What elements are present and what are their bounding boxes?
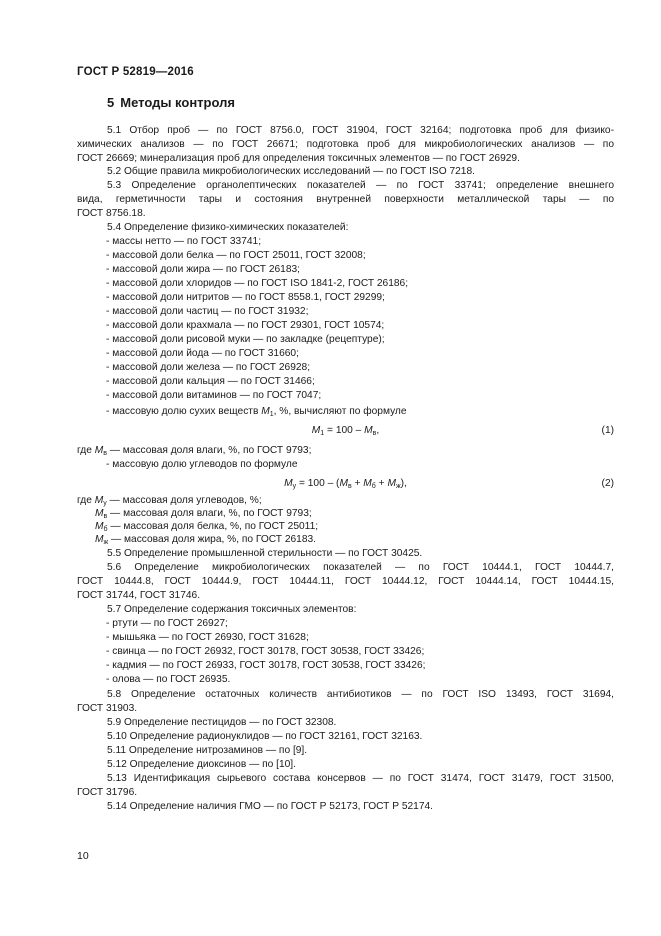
list-item-dry-matter: - массовую долю сухих веществ $M_1$, %, вычисляют по формуле — [106, 406, 407, 418]
paragraph-5-1-line-3: ГОСТ 26669; минерализация проб для определения токсичных элементов — по ГОСТ 26929. — [77, 153, 520, 164]
list-item: - массовой доли нитритов — по ГОСТ 8558.1, ГОСТ 29299; — [106, 292, 385, 303]
paragraph-5-5: 5.5 Определение промышленной стерильности — по ГОСТ 30425. — [107, 548, 423, 559]
formula-1-where: где $M_в$ — массовая доля влаги, %, по ГОСТ 9793; — [77, 445, 312, 457]
formula-1-expression: $M_1 = 100 - M_в$, — [311, 425, 380, 437]
paragraph-5-6-line-3: ГОСТ 31744, ГОСТ 31746. — [77, 590, 201, 601]
list-item: - мышьяка — по ГОСТ 26930, ГОСТ 31628; — [106, 632, 309, 643]
paragraph-5-8-line-1: 5.8 Определение остаточных количеств антибиотиков — по ГОСТ ISO 13493, ГОСТ 31694, — [107, 689, 614, 700]
formula-2-where-line-2: $M_в$ — массовая доля влаги, %, по ГОСТ 9793; — [95, 508, 312, 520]
formula-2-number: (2) — [601, 478, 614, 489]
paragraph-5-13-line-1: 5.13 Идентификация сырьевого состава консервов — по ГОСТ 31474, ГОСТ 31479, ГОСТ 31500, — [107, 773, 614, 784]
list-item-carbohydrates: - массовую долю углеводов по формуле — [106, 459, 298, 470]
list-item: - массовой доли рисовой муки — по закладке (рецептуре); — [106, 334, 385, 345]
paragraph-5-9: 5.9 Определение пестицидов — по ГОСТ 32308. — [107, 717, 337, 728]
formula-2-where-line-1: где $M_у$ — массовая доля углеводов, %; — [77, 495, 262, 507]
paragraph-5-14: 5.14 Определение наличия ГМО — по ГОСТ Р 52173, ГОСТ Р 52174. — [107, 801, 434, 812]
paragraph-5-13-line-2: ГОСТ 31796. — [77, 787, 138, 798]
paragraph-5-12: 5.12 Определение диоксинов — по [10]. — [107, 759, 296, 770]
page-number: 10 — [77, 850, 89, 862]
list-item: - массовой доли частиц — по ГОСТ 31932; — [106, 306, 309, 317]
section-number: 5 — [107, 95, 115, 110]
paragraph-5-1-line-1: 5.1 Отбор проб — по ГОСТ 8756.0, ГОСТ 31904, ГОСТ 32164; подготовка проб для физико- — [107, 125, 614, 136]
list-item: - массовой доли йода — по ГОСТ 31660; — [106, 348, 299, 359]
paragraph-5-4-intro: 5.4 Определение физико-химических показателей: — [107, 222, 349, 233]
section-heading — [107, 95, 235, 110]
paragraph-5-3-line-3: ГОСТ 8756.18. — [77, 208, 146, 219]
list-item: - массовой доли белка — по ГОСТ 25011, ГОСТ 32008; — [106, 250, 366, 261]
paragraph-5-2: 5.2 Общие правила микробиологических исследований — по ГОСТ ISO 7218. — [107, 166, 475, 177]
list-item: - кадмия — по ГОСТ 26933, ГОСТ 30178, ГОСТ 30538, ГОСТ 33426; — [106, 660, 426, 671]
list-item: - массовой доли крахмала — по ГОСТ 29301, ГОСТ 10574; — [106, 320, 385, 331]
list-item: - массовой доли жира — по ГОСТ 26183; — [106, 264, 300, 275]
list-item: - массовой доли железа — по ГОСТ 26928; — [106, 362, 311, 373]
paragraph-5-3-line-2: вида, герметичности тары и состояния внутренней поверхности металлической тары — по — [77, 194, 614, 205]
paragraph-5-1-line-2: химических анализов — по ГОСТ 26671; подготовка проб для микробиологических анализов — по — [77, 139, 614, 150]
list-item: - массовой доли витаминов — по ГОСТ 7047; — [106, 390, 322, 401]
paragraph-5-10: 5.10 Определение радионуклидов — по ГОСТ 32161, ГОСТ 32163. — [107, 731, 423, 742]
paragraph-5-6-line-2: ГОСТ 10444.8, ГОСТ 10444.9, ГОСТ 10444.11, ГОСТ 10444.12, ГОСТ 10444.14, ГОСТ 10444.15, — [77, 576, 614, 587]
paragraph-5-6-line-1: 5.6 Определение микробиологических показателей — по ГОСТ 10444.1, ГОСТ 10444.7, — [107, 562, 614, 573]
list-item: - свинца — по ГОСТ 26932, ГОСТ 30178, ГОСТ 30538, ГОСТ 33426; — [106, 646, 425, 657]
list-item: - массы нетто — по ГОСТ 33741; — [106, 236, 262, 247]
formula-1-number: (1) — [601, 425, 614, 436]
list-item: - олова — по ГОСТ 26935. — [106, 674, 231, 685]
list-item: - массовой доли хлоридов — по ГОСТ ISO 1841-2, ГОСТ 26186; — [106, 278, 409, 289]
list-item: - массовой доли кальция — по ГОСТ 31466; — [106, 376, 315, 387]
paragraph-5-7-intro: 5.7 Определение содержания токсичных элементов: — [107, 604, 357, 615]
formula-2-where-line-3: $M_б$ — массовая доля белка, %, по ГОСТ 25011; — [95, 521, 319, 533]
paragraph-5-8-line-2: ГОСТ 31903. — [77, 703, 138, 714]
formula-2-expression: $M_у = 100 - (M_в + M_б + M_ж)$, — [284, 478, 407, 490]
paragraph-5-11: 5.11 Определение нитрозаминов — по [9]. — [107, 745, 308, 756]
list-item: - ртути — по ГОСТ 26927; — [106, 618, 228, 629]
paragraph-5-3-line-1: 5.3 Определение органолептических показателей — по ГОСТ 33741; определение внешнего — [107, 180, 614, 191]
document-header: ГОСТ Р 52819—2016 — [77, 66, 194, 78]
formula-2-where-line-4: $M_ж$ — массовая доля жира, %, по ГОСТ 26183. — [95, 534, 316, 546]
section-title: Методы контроля — [120, 95, 235, 110]
